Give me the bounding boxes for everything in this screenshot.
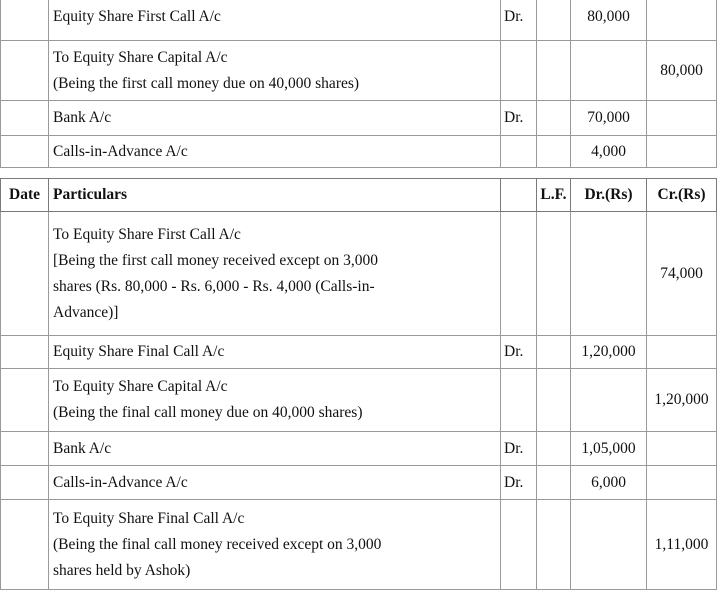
lf-cell [537, 369, 571, 432]
table-row [1, 212, 717, 336]
debit-cell: 1,05,000 [571, 432, 647, 466]
dr-mark-cell: Dr. [501, 0, 537, 41]
dr-mark-cell [501, 500, 537, 590]
journal-table-upper [0, 0, 717, 168]
date-cell [1, 0, 49, 41]
particulars-cell: To Equity Share First Call A/c [Being the first call money received except on 3,000 shares (Rs. 80,000 - Rs. 6,000 - Rs. 4,000 (Calls-in- Advance)] [49, 212, 501, 336]
debit-cell: 70,000 [571, 101, 647, 136]
date-cell [1, 336, 49, 369]
header-debit: Dr.(Rs) [571, 179, 647, 212]
particulars-cell: Bank A/c [49, 101, 501, 136]
dr-mark-cell [501, 369, 537, 432]
header-lf: L.F. [537, 179, 571, 212]
debit-cell: 80,000 [571, 0, 647, 41]
credit-cell: 80,000 [647, 41, 717, 101]
particulars-cell: Calls-in-Advance A/c [49, 136, 501, 168]
lf-cell [537, 432, 571, 466]
dr-mark-cell: Dr. [501, 466, 537, 500]
header-particulars: Particulars [49, 179, 501, 212]
credit-cell [647, 101, 717, 136]
particulars-cell: Calls-in-Advance A/c [49, 466, 501, 500]
dr-mark-cell: Dr. [501, 101, 537, 136]
credit-cell [647, 432, 717, 466]
header-credit: Cr.(Rs) [647, 179, 717, 212]
particulars-cell: To Equity Share Capital A/c (Being the first call money due on 40,000 shares) [49, 41, 501, 101]
dr-mark-cell [501, 136, 537, 168]
debit-cell [571, 212, 647, 336]
table-row [1, 41, 717, 101]
lf-cell [537, 336, 571, 369]
table-row [1, 101, 717, 136]
date-cell [1, 101, 49, 136]
header-blank [501, 179, 537, 212]
table-row [1, 336, 717, 369]
particulars-cell: To Equity Share Capital A/c (Being the final call money due on 40,000 shares) [49, 369, 501, 432]
table-row [1, 369, 717, 432]
lf-cell [537, 466, 571, 500]
table-row [1, 0, 717, 41]
lf-cell [537, 212, 571, 336]
dr-mark-cell [501, 212, 537, 336]
debit-cell [571, 500, 647, 590]
table-row [1, 136, 717, 168]
dr-mark-cell: Dr. [501, 432, 537, 466]
debit-cell: 1,20,000 [571, 336, 647, 369]
date-cell [1, 41, 49, 101]
dr-mark-cell: Dr. [501, 336, 537, 369]
particulars-cell: To Equity Share Final Call A/c (Being the final call money received except on 3,000 shares held by Ashok) [49, 500, 501, 590]
table-row [1, 500, 717, 590]
particulars-cell: Equity Share Final Call A/c [49, 336, 501, 369]
date-cell [1, 432, 49, 466]
debit-cell: 6,000 [571, 466, 647, 500]
debit-cell [571, 369, 647, 432]
dr-mark-cell [501, 41, 537, 101]
table-row [1, 466, 717, 500]
credit-cell [647, 0, 717, 41]
credit-cell: 1,20,000 [647, 369, 717, 432]
header-date: Date [1, 179, 49, 212]
table-header-row [1, 179, 717, 212]
journal-table-lower [0, 178, 717, 590]
lf-cell [537, 500, 571, 590]
lf-cell [537, 101, 571, 136]
particulars-cell: Equity Share First Call A/c [49, 0, 501, 41]
credit-cell: 74,000 [647, 212, 717, 336]
credit-cell [647, 336, 717, 369]
credit-cell [647, 466, 717, 500]
date-cell [1, 136, 49, 168]
lf-cell [537, 136, 571, 168]
credit-cell: 1,11,000 [647, 500, 717, 590]
date-cell [1, 466, 49, 500]
credit-cell [647, 136, 717, 168]
lf-cell [537, 41, 571, 101]
lf-cell [537, 0, 571, 41]
date-cell [1, 500, 49, 590]
table-row [1, 432, 717, 466]
date-cell [1, 212, 49, 336]
debit-cell [571, 41, 647, 101]
particulars-cell: Bank A/c [49, 432, 501, 466]
debit-cell: 4,000 [571, 136, 647, 168]
date-cell [1, 369, 49, 432]
